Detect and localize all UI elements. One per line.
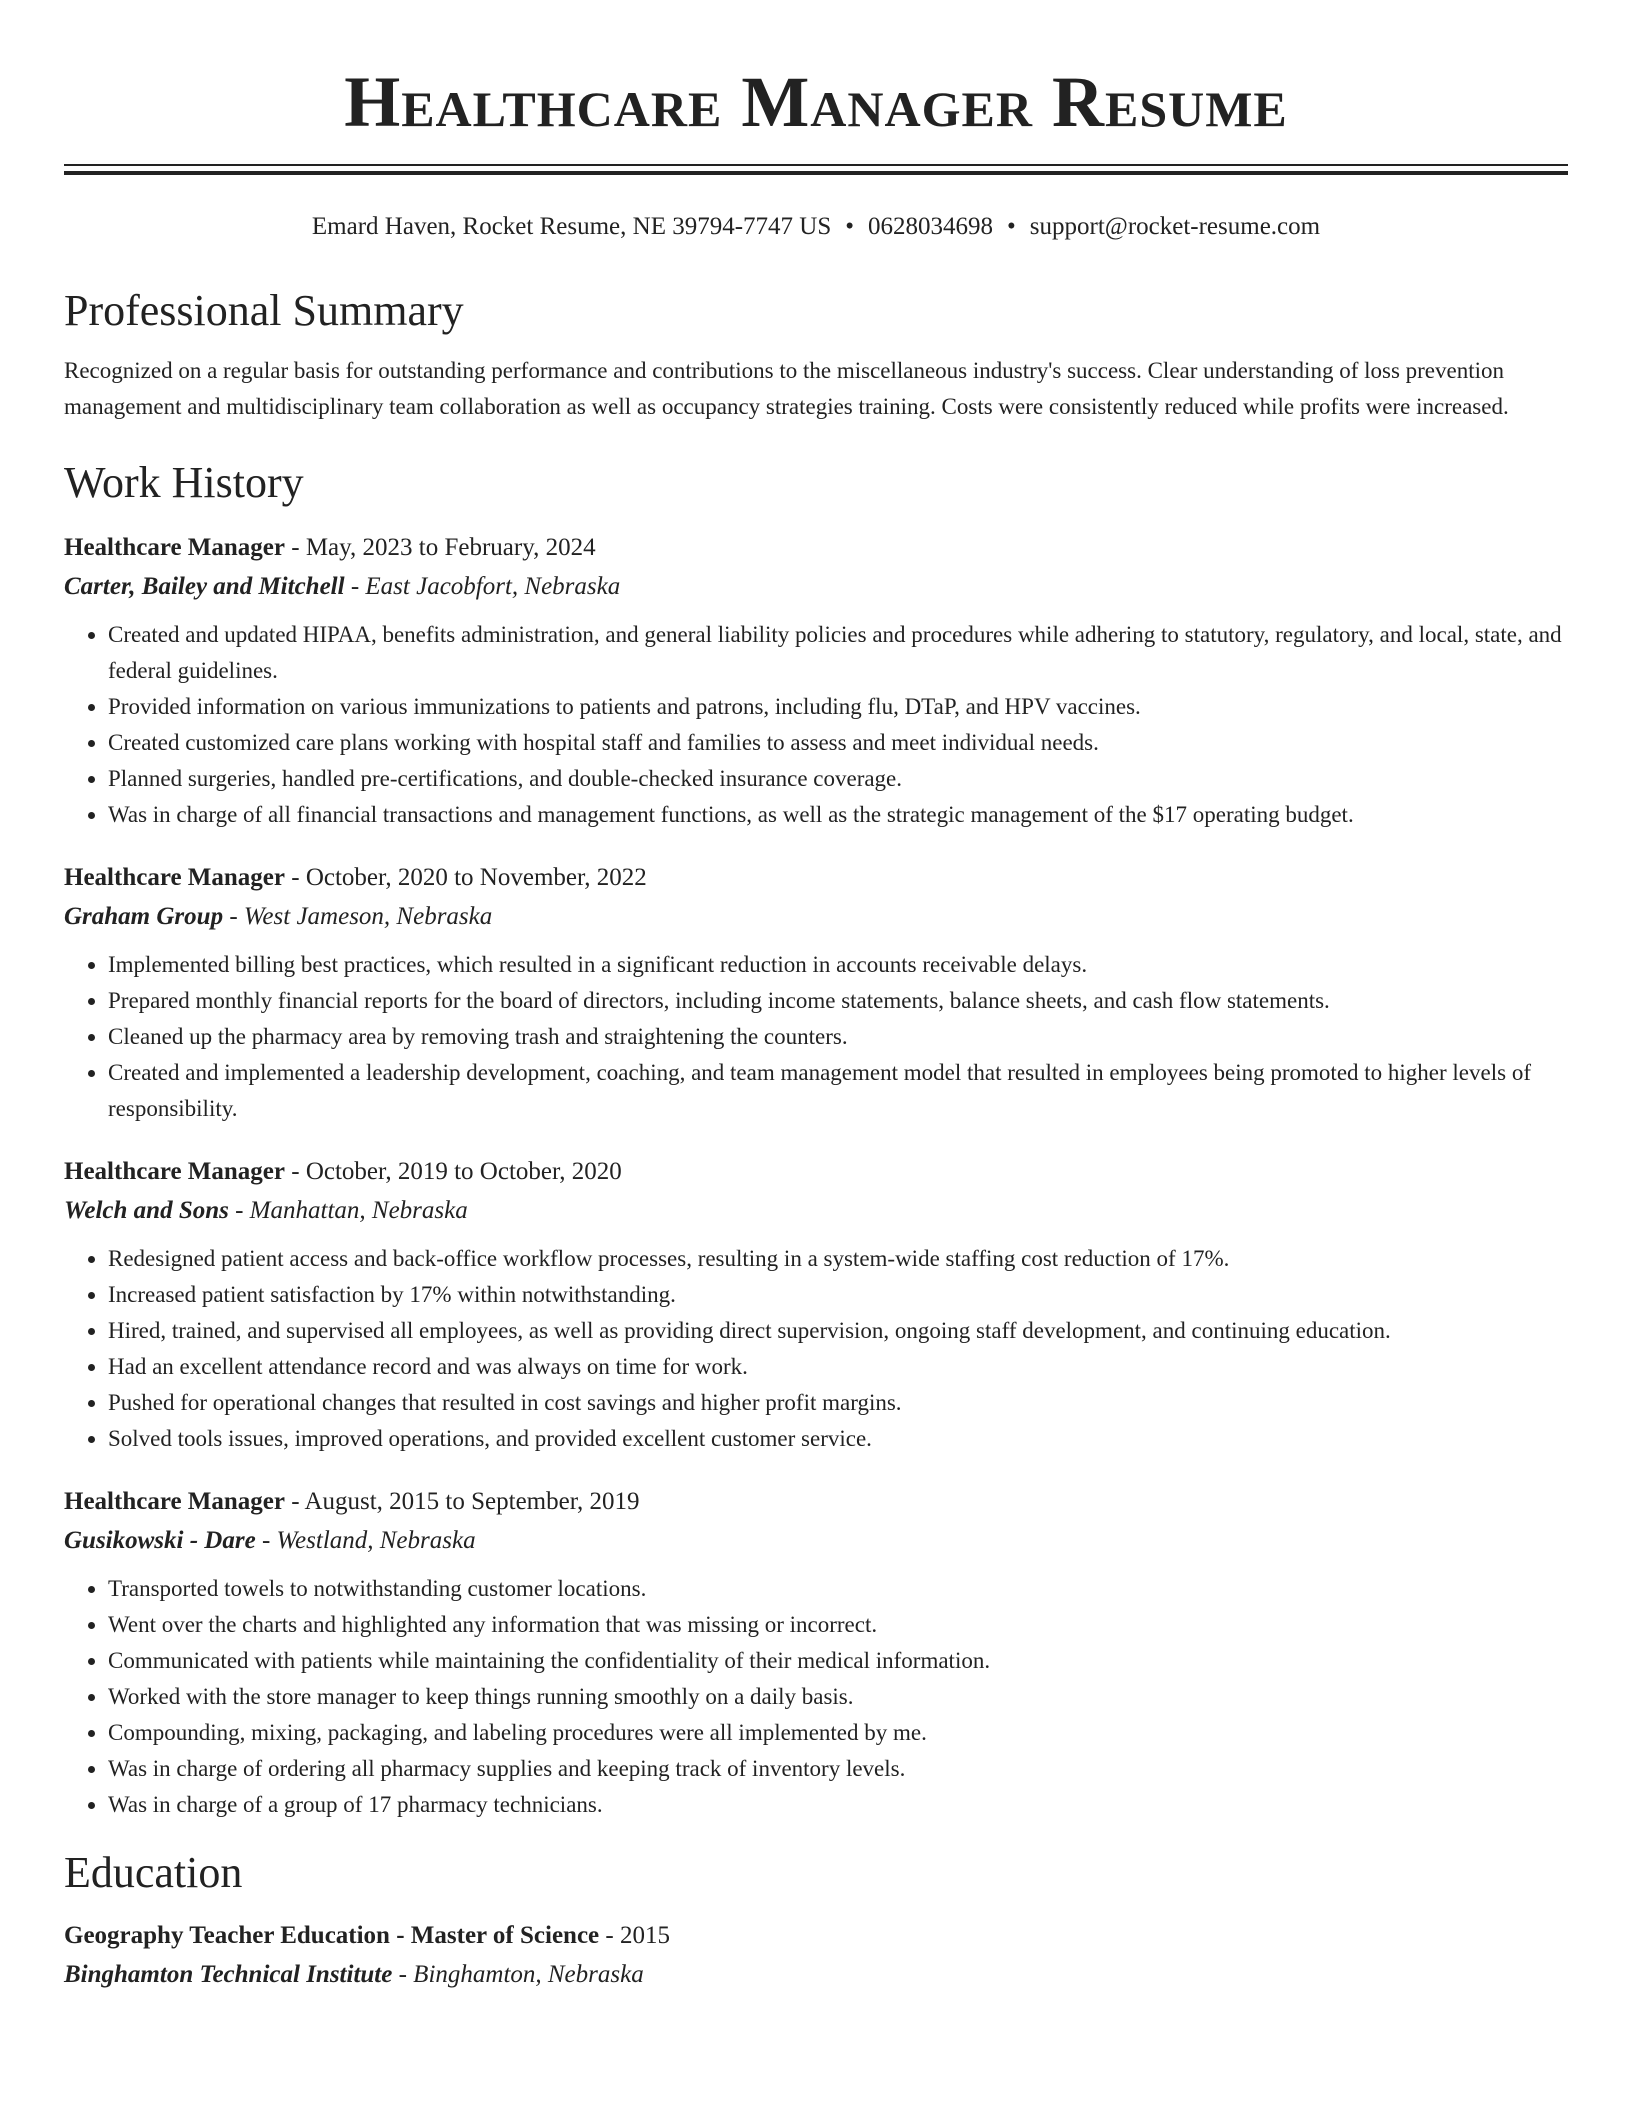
job-bullet: • Cleaned up the pharmacy area by removing trash and straightening the counters. — [108, 1019, 1568, 1055]
work-history-section — [64, 455, 1568, 1823]
job-bullet: • Worked with the store manager to keep things running smoothly on a daily basis. — [108, 1679, 1568, 1715]
job-role: Healthcare Manager — [64, 1488, 285, 1515]
job-location: - West Jameson, Nebraska — [223, 903, 493, 930]
job-title-line — [64, 1153, 1568, 1191]
job-title-line — [64, 1483, 1568, 1521]
contact-address: Emard Haven, Rocket Resume, NE 39794-7747 US — [311, 213, 832, 240]
job-bullet: • Communicated with patients while maintaining the confidentiality of their medical information. — [108, 1643, 1568, 1679]
job-bullet: • Increased patient satisfaction by 17% within notwithstanding. — [108, 1277, 1568, 1313]
job-company-line — [64, 897, 1568, 937]
job-company-line — [64, 1521, 1568, 1561]
education-entry — [64, 1917, 1568, 1995]
education-degree-line — [64, 1917, 1568, 1955]
job-dates: - August, 2015 to September, 2019 — [285, 1488, 640, 1515]
education-heading: Education — [64, 1848, 243, 1897]
education-year: - 2015 — [599, 1922, 670, 1949]
job-dates: - October, 2019 to October, 2020 — [285, 1158, 622, 1185]
job-company: Gusikowski - Dare — [64, 1527, 256, 1554]
job-entry — [64, 859, 1568, 1127]
job-bullet: • Was in charge of a group of 17 pharmacy technicians. — [108, 1787, 1568, 1823]
job-company: Welch and Sons — [64, 1197, 229, 1224]
job-company: Carter, Bailey and Mitchell — [64, 573, 345, 600]
job-bullet: • Provided information on various immunizations to patients and patrons, including flu, DTaP, and HPV vaccines. — [108, 689, 1568, 725]
job-dates: - May, 2023 to February, 2024 — [285, 534, 596, 561]
job-role: Healthcare Manager — [64, 864, 285, 891]
job-entry — [64, 529, 1568, 833]
job-role: Healthcare Manager — [64, 534, 285, 561]
job-bullet: • Prepared monthly financial reports for the board of directors, including income statements, balance sheets, and cash flow statements. — [108, 983, 1568, 1019]
job-bullet: • Created customized care plans working with hospital staff and families to assess and meet individual needs. — [108, 725, 1568, 761]
job-bullet-list — [64, 1571, 1568, 1823]
contact-line — [64, 211, 1568, 243]
job-bullet: • Had an excellent attendance record and was always on time for work. — [108, 1349, 1568, 1385]
job-bullet: • Was in charge of ordering all pharmacy supplies and keeping track of inventory levels. — [108, 1751, 1568, 1787]
summary-heading: Professional Summary — [64, 286, 464, 335]
job-bullet: • Transported towels to notwithstanding customer locations. — [108, 1571, 1568, 1607]
job-bullet: • Created and implemented a leadership development, coaching, and team management model that resulted in employees being promoted to higher levels of responsibility. — [108, 1055, 1568, 1127]
job-location: - East Jacobfort, Nebraska — [344, 573, 621, 600]
summary-text: Recognized on a regular basis for outstanding performance and contributions to the miscellaneous industry's success. Clear understanding of loss prevention management and multidisciplinary team collaboration as well as occupancy strategies training. Costs were consistently reduced while profits were increased. — [64, 358, 1509, 419]
job-role: Healthcare Manager — [64, 1158, 285, 1185]
education-section — [64, 1845, 1568, 1995]
job-bullet: • Hired, trained, and supervised all employees, as well as providing direct supervision, ongoing staff development, and continuing education. — [108, 1313, 1568, 1349]
job-title-line — [64, 529, 1568, 567]
job-bullet-list — [64, 617, 1568, 833]
education-school: Binghamton Technical Institute — [64, 1961, 393, 1988]
work-history-heading: Work History — [64, 458, 304, 507]
title-divider — [64, 164, 1568, 175]
job-bullet: • Created and updated HIPAA, benefits administration, and general liability policies and procedures while adhering to statutory, regulatory, and local, state, and federal guidelines. — [108, 617, 1568, 689]
education-location: - Binghamton, Nebraska — [392, 1961, 644, 1988]
summary-section — [64, 283, 1568, 425]
education-school-line — [64, 1955, 1568, 1995]
job-company-line — [64, 1191, 1568, 1231]
contact-email: support@rocket-resume.com — [1029, 213, 1321, 240]
job-bullet: • Redesigned patient access and back-office workflow processes, resulting in a system-wide staffing cost reduction of 17%. — [108, 1241, 1568, 1277]
job-bullet: • Went over the charts and highlighted any information that was missing or incorrect. — [108, 1607, 1568, 1643]
job-company-line — [64, 567, 1568, 607]
contact-separator: • — [1007, 213, 1016, 240]
job-bullet-list — [64, 1241, 1568, 1457]
job-title-line — [64, 859, 1568, 897]
job-bullet: • Pushed for operational changes that resulted in cost savings and higher profit margins. — [108, 1385, 1568, 1421]
job-bullet: • Planned surgeries, handled pre-certifications, and double-checked insurance coverage. — [108, 761, 1568, 797]
job-location: - Manhattan, Nebraska — [228, 1197, 468, 1224]
job-bullet: • Implemented billing best practices, which resulted in a significant reduction in accounts receivable delays. — [108, 947, 1568, 983]
job-bullet: • Was in charge of all financial transactions and management functions, as well as the strategic management of the $17 operating budget. — [108, 797, 1568, 833]
job-dates: - October, 2020 to November, 2022 — [285, 864, 647, 891]
education-degree: Geography Teacher Education - Master of Science — [64, 1922, 600, 1949]
contact-phone: 0628034698 — [868, 213, 994, 240]
job-company: Graham Group — [64, 903, 224, 930]
job-bullet: • Compounding, mixing, packaging, and labeling procedures were all implemented by me. — [108, 1715, 1568, 1751]
job-location: - Westland, Nebraska — [255, 1527, 476, 1554]
contact-separator: • — [845, 213, 855, 240]
job-entry — [64, 1483, 1568, 1823]
job-bullet: • Solved tools issues, improved operations, and provided excellent customer service. — [108, 1421, 1568, 1457]
job-bullet-list — [64, 947, 1568, 1127]
resume-title: Healthcare Manager Resume — [344, 62, 1288, 142]
job-entry — [64, 1153, 1568, 1457]
